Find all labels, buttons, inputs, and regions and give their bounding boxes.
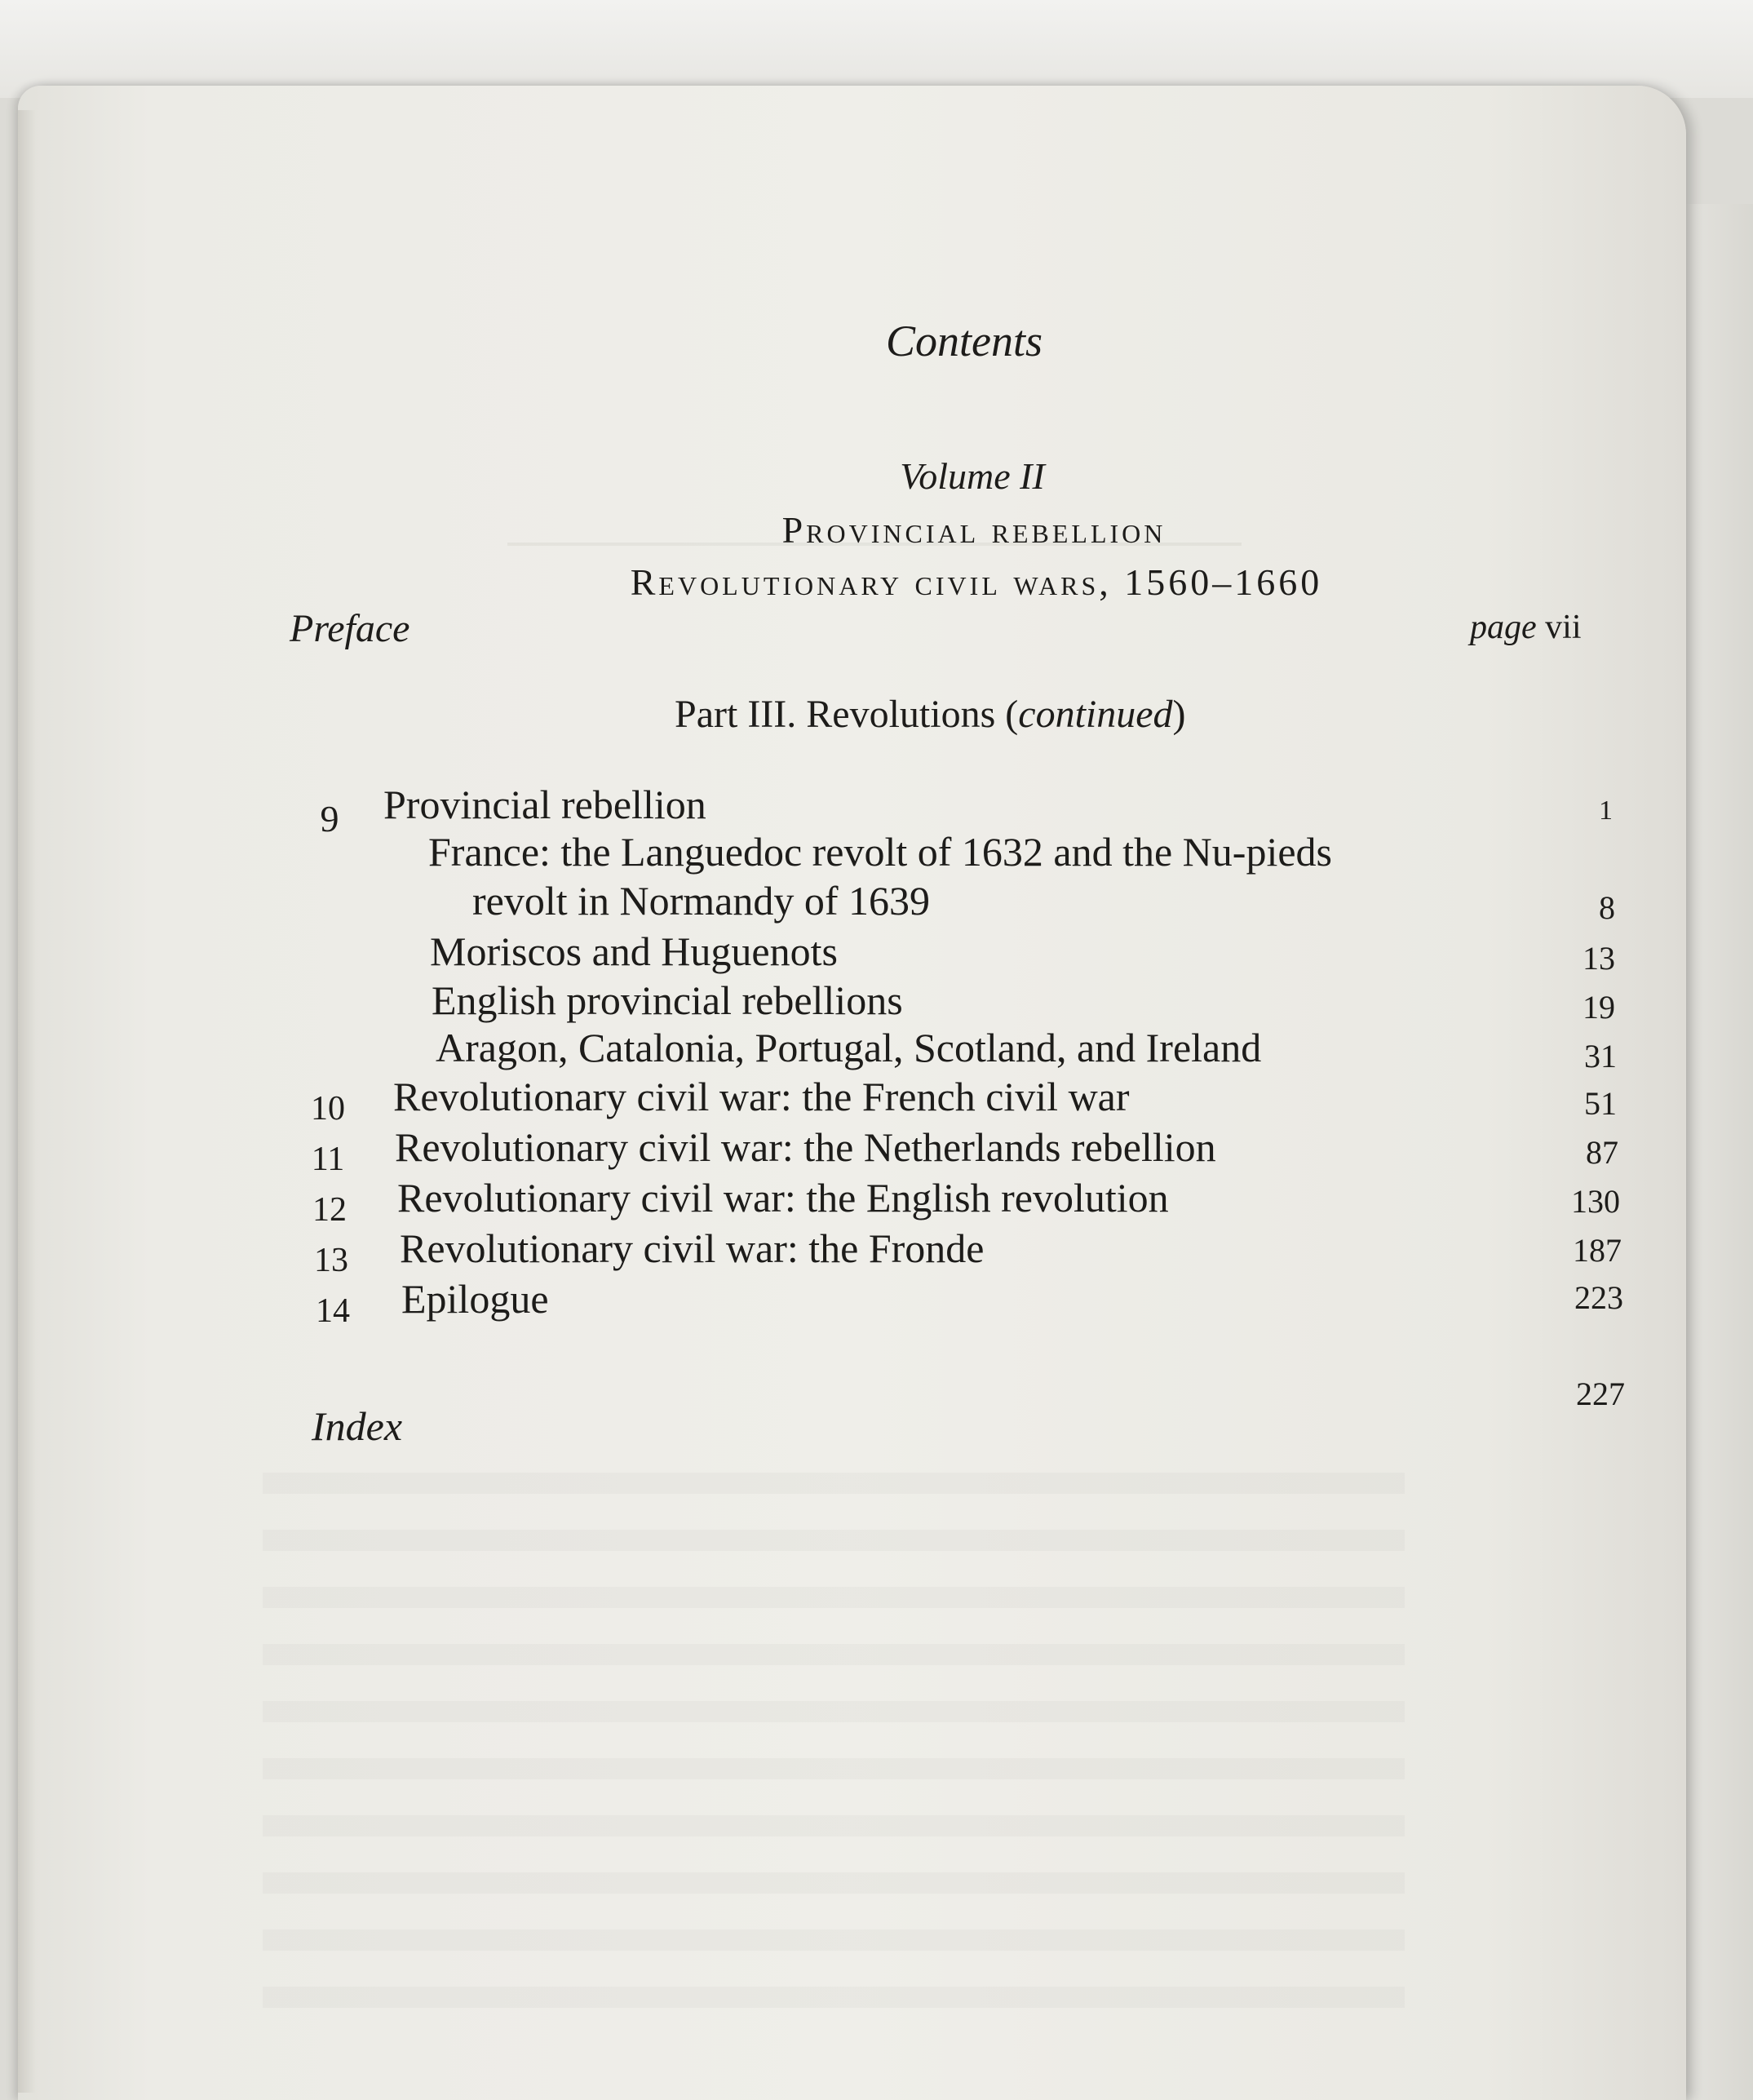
section-page: 19 xyxy=(1583,989,1615,1026)
page-prefix: page xyxy=(1470,609,1537,646)
section-title: Aragon, Catalonia, Portugal, Scotland, and Ireland xyxy=(436,1025,1262,1070)
chapter-number: 10 xyxy=(311,1090,345,1128)
chapter-page: 130 xyxy=(1571,1183,1620,1220)
chapter-title: Revolutionary civil war: the Fronde xyxy=(400,1225,985,1271)
chapter-number: 14 xyxy=(316,1292,350,1330)
part-heading xyxy=(675,692,1186,737)
part-continued: continued xyxy=(1018,693,1173,736)
index-label: Index xyxy=(312,1403,403,1449)
chapter-page: 87 xyxy=(1586,1134,1618,1171)
chapter-number: 13 xyxy=(314,1242,348,1279)
preface-label: Preface xyxy=(290,607,410,650)
chapter-number: 12 xyxy=(312,1191,347,1229)
section-page: 8 xyxy=(1599,889,1615,926)
chapter-page: 51 xyxy=(1584,1085,1617,1122)
part-close: ) xyxy=(1172,693,1186,736)
chapter-page: 187 xyxy=(1573,1232,1622,1269)
section-title: France: the Languedoc revolt of 1632 and the Nu-pieds xyxy=(428,829,1332,875)
chapter-title: Provincial rebellion xyxy=(383,782,706,827)
volume-subtitle-2: Revolutionary civil wars, 1560–1660 xyxy=(630,561,1323,603)
chapter-title: Revolutionary civil war: the French civil war xyxy=(393,1074,1130,1119)
page-gutter xyxy=(18,110,36,2093)
chapter-title: Revolutionary civil war: the English revolution xyxy=(397,1175,1169,1221)
preface-page-number: vii xyxy=(1545,609,1582,646)
part-label: Part III. Revolutions ( xyxy=(675,693,1019,736)
section-page: 31 xyxy=(1584,1038,1617,1074)
chapter-title: Revolutionary civil war: the Netherlands rebellion xyxy=(395,1124,1216,1170)
volume-subtitle-1: Provincial rebellion xyxy=(781,509,1166,551)
volume-label: Volume II xyxy=(900,455,1045,497)
section-title: Moriscos and Huguenots xyxy=(430,928,838,974)
bleed-through-texture xyxy=(263,1473,1405,2044)
chapter-title: Epilogue xyxy=(401,1276,549,1322)
section-title: English provincial rebellions xyxy=(432,977,903,1023)
chapter-number: 9 xyxy=(320,798,339,840)
section-title-continued: revolt in Normandy of 1639 xyxy=(472,878,931,924)
index-page: 227 xyxy=(1576,1376,1625,1412)
section-page: 13 xyxy=(1583,940,1615,977)
contents-title: Contents xyxy=(885,317,1043,366)
preface-page xyxy=(1470,608,1582,647)
chapter-page: 1 xyxy=(1599,795,1613,826)
chapter-page: 223 xyxy=(1574,1279,1623,1316)
book-page xyxy=(18,86,1686,2100)
chapter-number: 11 xyxy=(311,1141,345,1178)
background-surface xyxy=(0,0,1753,98)
